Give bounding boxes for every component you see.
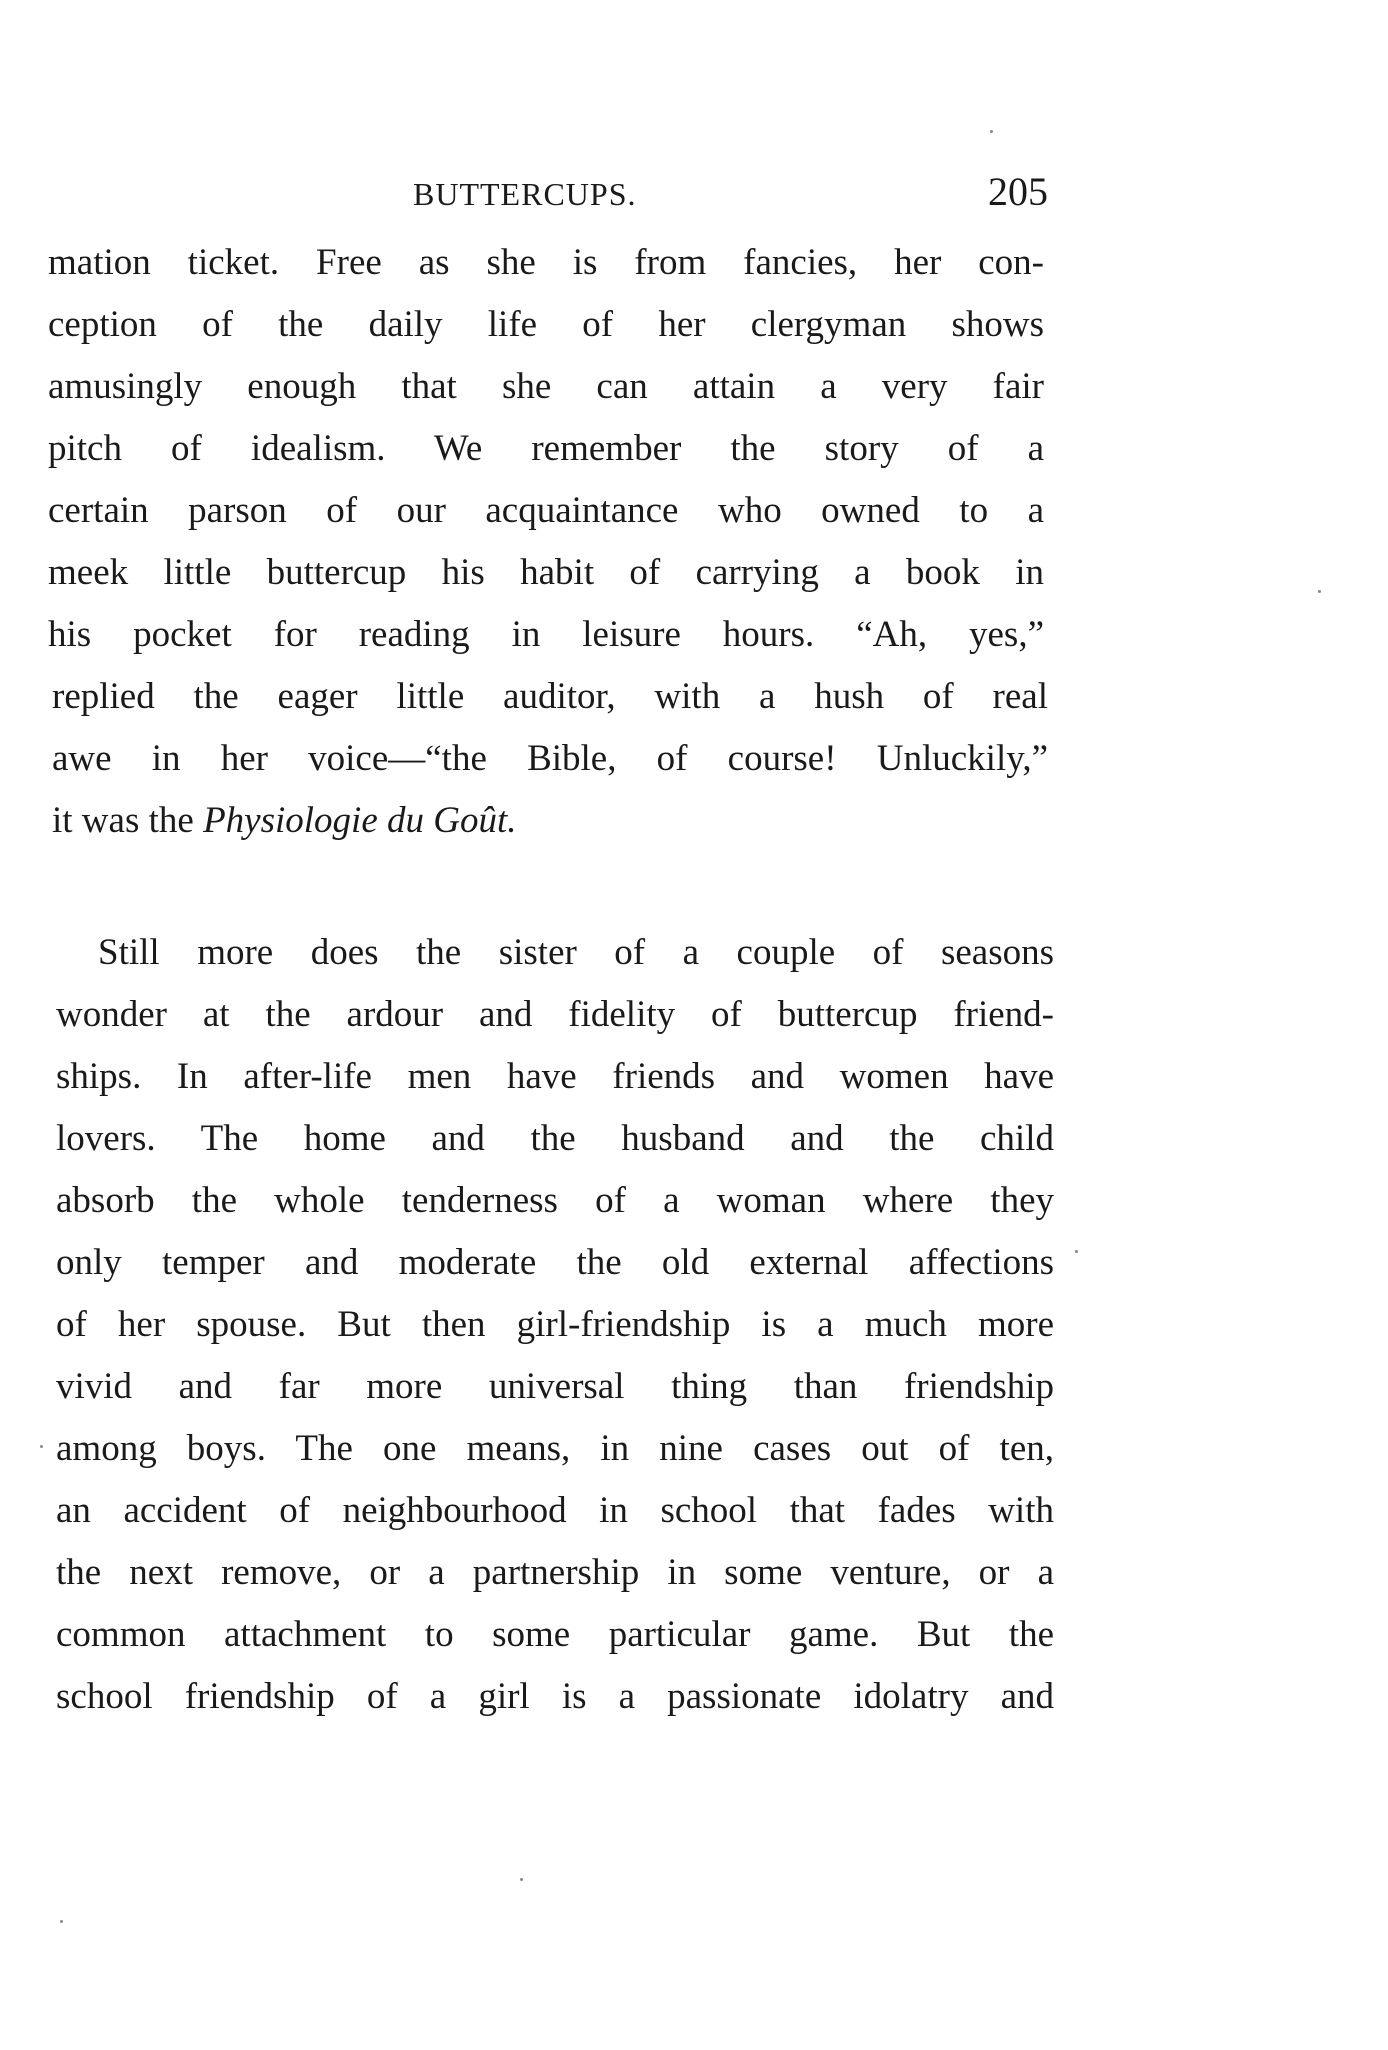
scan-speck xyxy=(40,1445,43,1448)
paragraph-line: awe in her voice—“the Bible, of course! Unluckily,” xyxy=(52,738,1048,779)
paragraph-line: ships. In after-life men have friends and women have xyxy=(56,1056,1054,1097)
paragraph-line: common attachment to some particular game. But the xyxy=(56,1614,1054,1655)
paragraph-line: among boys. The one means, in nine cases out of ten, xyxy=(56,1428,1054,1469)
paragraph-line: certain parson of our acquaintance who owned to a xyxy=(48,490,1044,531)
paragraph-line: wonder at the ardour and fidelity of buttercup friend- xyxy=(56,994,1054,1035)
paragraph-line: mation ticket. Free as she is from fancies, her con- xyxy=(48,242,1044,283)
scan-speck xyxy=(1075,1250,1078,1253)
paragraph-line: Still more does the sister of a couple of seasons xyxy=(98,932,1054,973)
paragraph-line: the next remove, or a partnership in some venture, or a xyxy=(56,1552,1054,1593)
paragraph-line: vivid and far more universal thing than friendship xyxy=(56,1366,1054,1407)
paragraph-line: pitch of idealism. We remember the story of a xyxy=(48,428,1044,469)
running-title: BUTTERCUPS. xyxy=(413,176,637,212)
paragraph-last-line xyxy=(52,798,1048,844)
paragraph-line: only temper and moderate the old external affections xyxy=(56,1242,1054,1283)
paragraph-line: meek little buttercup his habit of carrying a book in xyxy=(48,552,1044,593)
paragraph-line: replied the eager little auditor, with a hush of real xyxy=(52,676,1048,717)
paragraph-line: of her spouse. But then girl-friendship is a much more xyxy=(56,1304,1054,1345)
running-header xyxy=(48,168,1048,218)
paragraph-line: amusingly enough that she can attain a very fair xyxy=(48,366,1044,407)
scan-speck xyxy=(60,1920,63,1923)
scan-speck xyxy=(990,130,993,133)
paragraph-line: ception of the daily life of her clergyman shows xyxy=(48,304,1044,345)
paragraph-line: absorb the whole tenderness of a woman where they xyxy=(56,1180,1054,1221)
scan-speck xyxy=(1318,590,1321,593)
last-line-text: it was the xyxy=(52,800,204,841)
paragraph-line: an accident of neighbourhood in school that fades with xyxy=(56,1490,1054,1531)
paragraph-line: school friendship of a girl is a passionate idolatry and xyxy=(56,1676,1054,1717)
page-number: 205 xyxy=(988,169,1048,214)
scan-speck xyxy=(520,1878,523,1881)
paragraph-line: his pocket for reading in leisure hours. “Ah, yes,” xyxy=(48,614,1044,655)
book-title-italic: Physiologie du Goût. xyxy=(203,800,517,841)
paragraph-line: lovers. The home and the husband and the child xyxy=(56,1118,1054,1159)
